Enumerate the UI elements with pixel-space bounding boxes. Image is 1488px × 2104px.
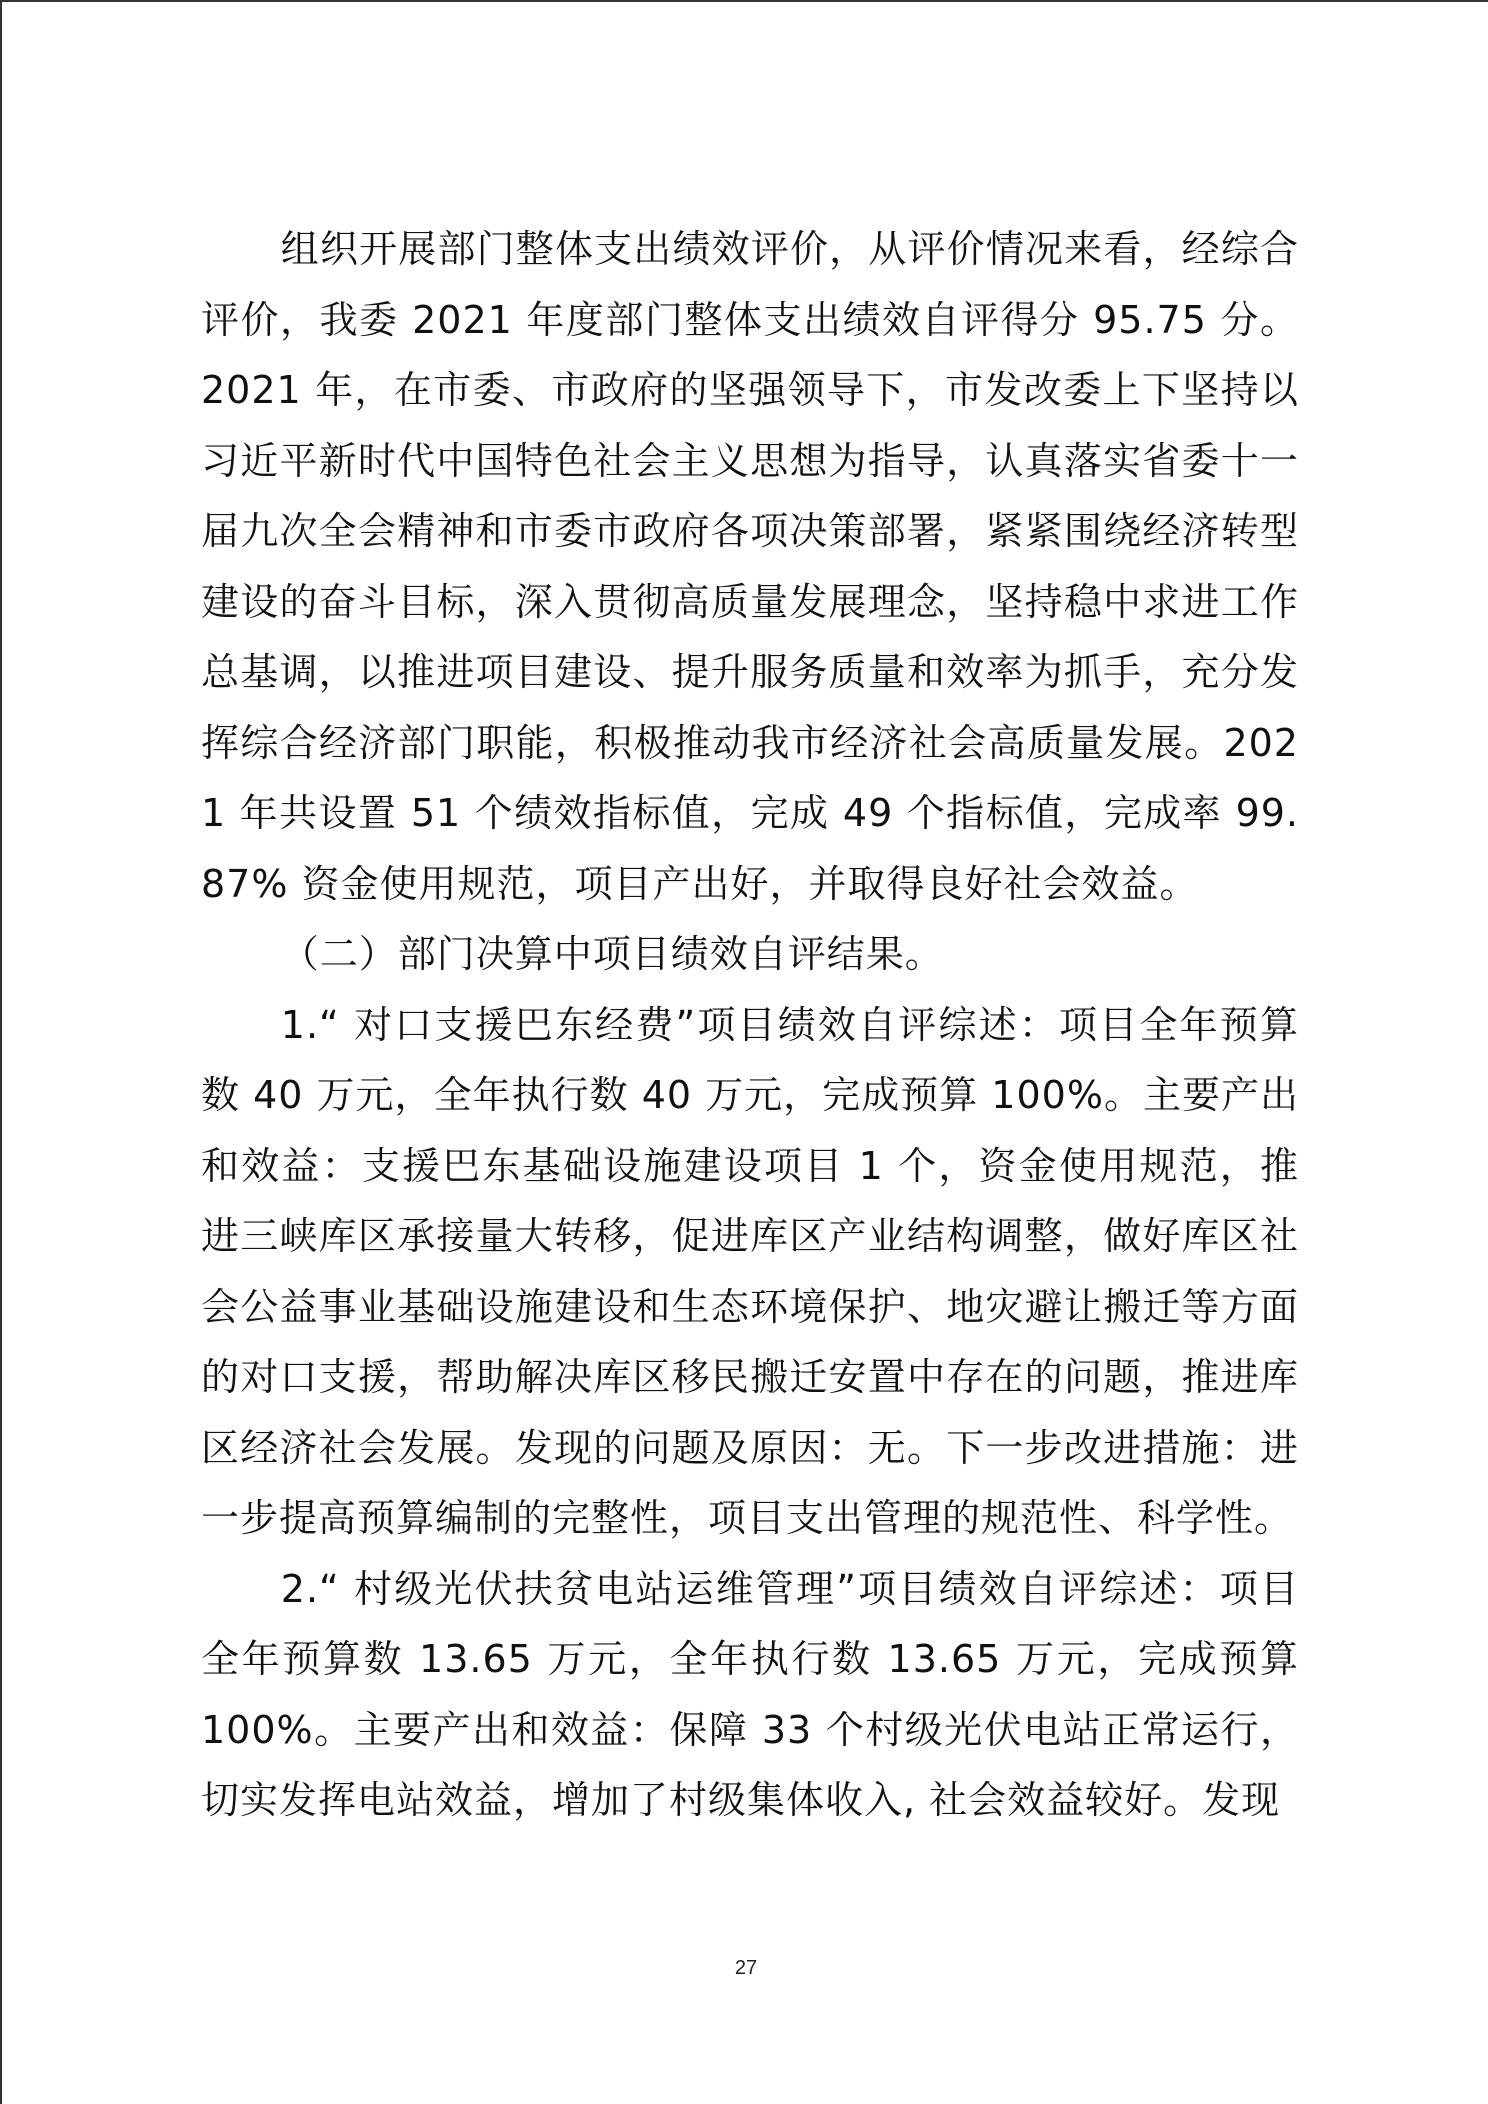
- section-heading-project-results: （二）部门决算中项目绩效自评结果。: [280, 932, 944, 976]
- paragraph-overall-evaluation: 组织开展部门整体支出绩效评价，从评价情况来看，经综合评价，我委 2021 年度部门整体支出绩效自评得分 95.75 分。2021 年，在市委、市政府的坚强领导下，市发改委上下坚持以习近平新时代中国特色社会主义思想为指导，认真落实省委十一届九次全会精神和市委市政府各项决策部署，紧紧围绕经济转型建设的奋斗目标，深入贯彻高质量发展理念，坚持稳中求进工作总基调，以推进项目建设、提升服务质量和效率为抓手，充分发挥综合经济部门职能，积极推动我市经济社会高质量发展。2021 年共设置 51 个绩效指标值，完成 49 个指标值，完成率 99.87% 资金使用规范，项目产出好，并取得良好社会效益。: [201, 227, 1299, 906]
- page-number: 27: [734, 1957, 758, 1979]
- body-text: [201, 214, 1299, 1836]
- paragraph-project-badong: 1.“ 对口支援巴东经费”项目绩效自评综述：项目全年预算数 40 万元，全年执行数 40 万元，完成预算 100%。主要产出和效益：支援巴东基础设施建设项目 1 个，资金使用规范，推进三峡库区承接量大转移，促进库区产业结构调整，做好库区社会公益事业基础设施建设和生态环境保护、地灾避让搬迁等方面的对口支援，帮助解决库区移民搬迁安置中存在的问题，推进库区经济社会发展。发现的问题及原因：无。下一步改进措施：进一步提高预算编制的完整性，项目支出管理的规范性、科学性。: [201, 1002, 1299, 1540]
- paragraph-project-solar: 2.“ 村级光伏扶贫电站运维管理”项目绩效自评综述：项目全年预算数 13.65 万元，全年执行数 13.65 万元，完成预算 100%。主要产出和效益：保障 33 个村级光伏电站正常运行，切实发挥电站效益，增加了村级集体收入, 社会效益较好。发现: [201, 1566, 1299, 1822]
